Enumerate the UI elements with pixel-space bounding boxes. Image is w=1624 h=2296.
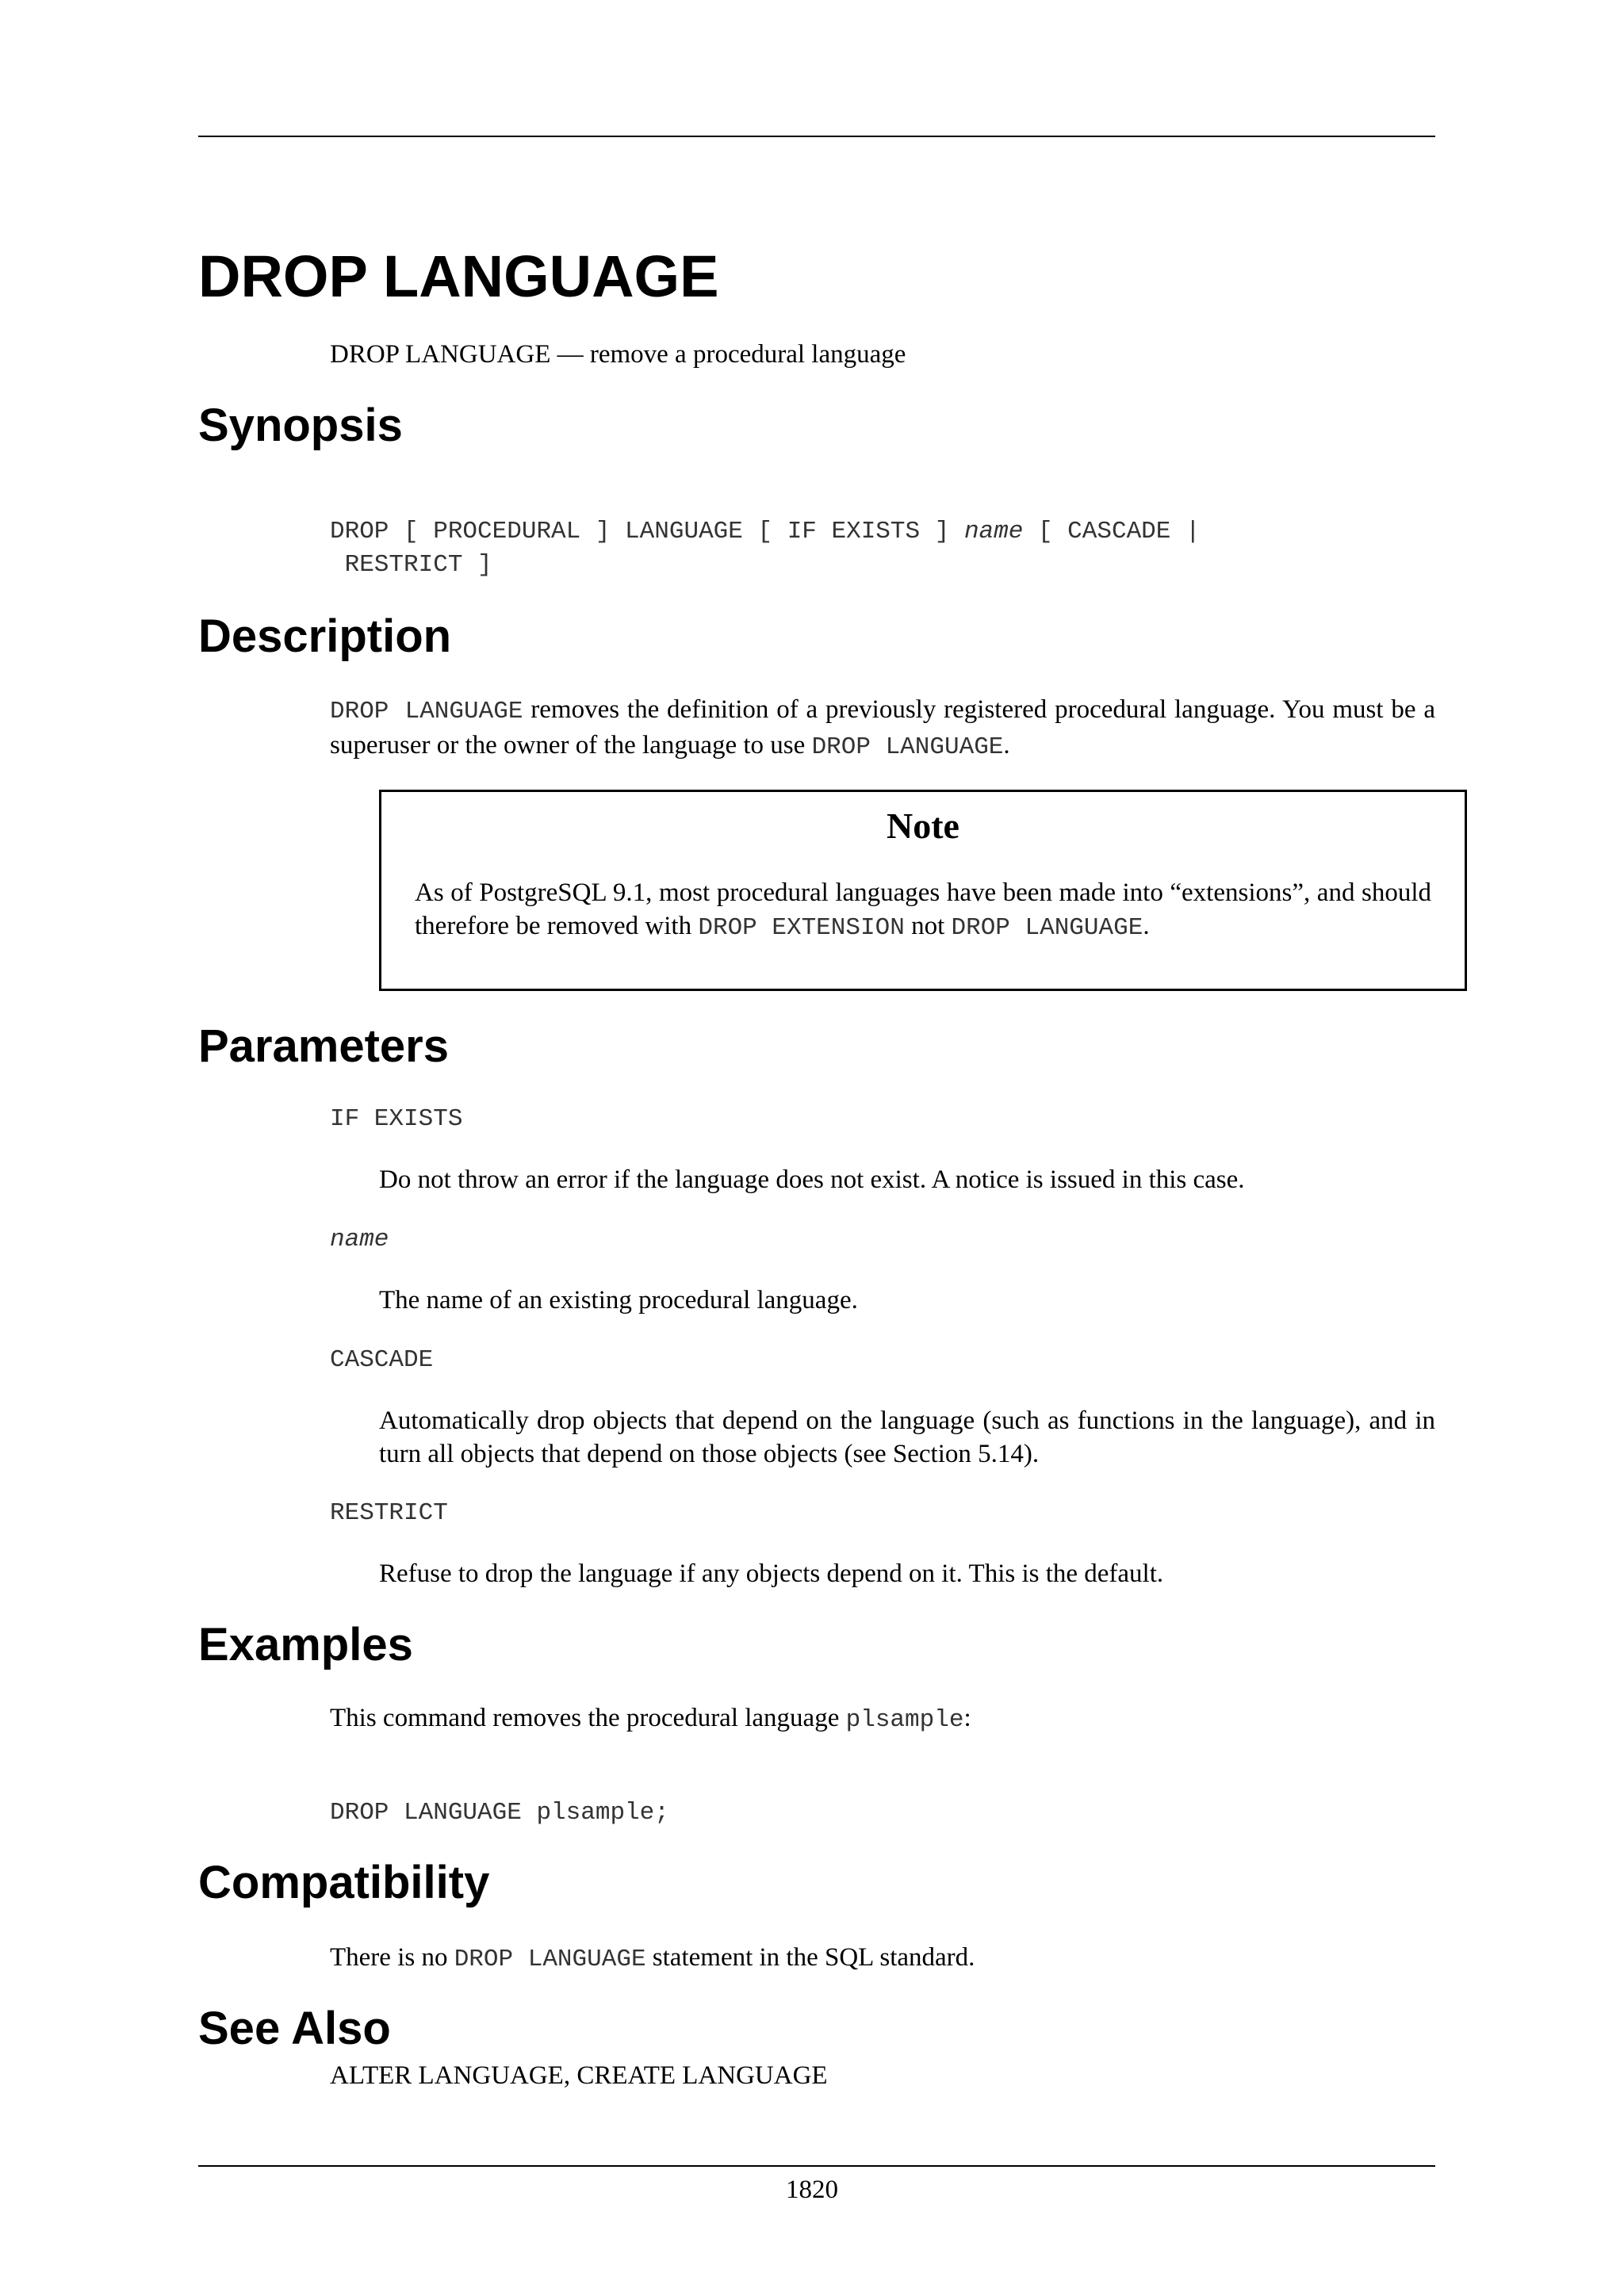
synopsis-line1-pre: DROP [ PROCEDURAL ] LANGUAGE [ IF EXISTS ] xyxy=(330,518,964,545)
compatibility-heading: Compatibility xyxy=(198,1857,490,1908)
refpurpose: DROP LANGUAGE — remove a procedural language xyxy=(330,340,906,369)
examples-heading: Examples xyxy=(198,1619,413,1670)
note-text1: As of PostgreSQL 9.1, most procedural languages have been made into “extensions”, and should therefore be removed with xyxy=(415,878,1431,940)
description-heading: Description xyxy=(198,610,452,662)
description-cmd1: DROP LANGUAGE xyxy=(330,698,523,725)
param-term-cascade: CASCADE xyxy=(330,1346,434,1374)
footer-rule xyxy=(198,2165,1435,2167)
header-rule xyxy=(198,136,1435,137)
see-also-links[interactable]: ALTER LANGUAGE, CREATE LANGUAGE xyxy=(330,2061,828,2090)
compatibility-cmd: DROP LANGUAGE xyxy=(454,1946,646,1973)
synopsis-heading: Synopsis xyxy=(198,400,403,451)
description-text2: . xyxy=(1003,731,1010,760)
description-text1: removes the definition of a previously registered procedural language. You must be a superuser or the owner of the language to use xyxy=(330,695,1435,760)
param-term-if-exists: IF EXISTS xyxy=(330,1105,463,1133)
note-title: Note xyxy=(887,806,959,846)
examples-code: DROP LANGUAGE plsample; xyxy=(330,1799,669,1827)
param-desc-if-exists: Do not throw an error if the language does not exist. A notice is issued in this case. xyxy=(379,1165,1245,1194)
description-cmd2: DROP LANGUAGE xyxy=(811,733,1004,761)
param-term-restrict: RESTRICT xyxy=(330,1499,448,1527)
note-text3: . xyxy=(1143,912,1150,940)
examples-text1: This command removes the procedural language xyxy=(330,1704,846,1732)
page-number: 1820 xyxy=(786,2175,838,2204)
page-title: DROP LANGUAGE xyxy=(198,243,719,309)
param-desc-restrict: Refuse to drop the language if any objects depend on it. This is the default. xyxy=(379,1559,1164,1588)
note-cmd1: DROP EXTENSION xyxy=(698,914,905,942)
description-text xyxy=(330,693,1435,764)
param-term-name: name xyxy=(330,1226,389,1253)
see-also-heading: See Also xyxy=(198,2003,391,2054)
parameters-heading: Parameters xyxy=(198,1020,449,1072)
examples-cmd: plsample xyxy=(845,1706,964,1734)
synopsis-param-name: name xyxy=(963,518,1024,545)
synopsis-line1-post: [ CASCADE | xyxy=(1023,518,1201,545)
note-box xyxy=(379,790,1467,991)
synopsis-code xyxy=(330,515,1201,582)
compatibility-text1: There is no xyxy=(330,1943,454,1972)
param-desc-cascade: Automatically drop objects that depend on the language (such as functions in the language), and in turn all objects that depend on those objects (see Section 5.14). xyxy=(379,1406,1435,1468)
note-cmd2: DROP LANGUAGE xyxy=(951,914,1143,942)
examples-text-end: : xyxy=(963,1704,971,1732)
compatibility-text2: statement in the SQL standard. xyxy=(645,1943,975,1972)
synopsis-line2: RESTRICT ] xyxy=(330,551,492,579)
note-text2: not xyxy=(904,912,952,940)
note-text xyxy=(415,876,1431,945)
examples-text xyxy=(330,1701,971,1737)
param-desc-name: The name of an existing procedural language. xyxy=(379,1286,858,1314)
compatibility-text xyxy=(330,1941,975,1976)
